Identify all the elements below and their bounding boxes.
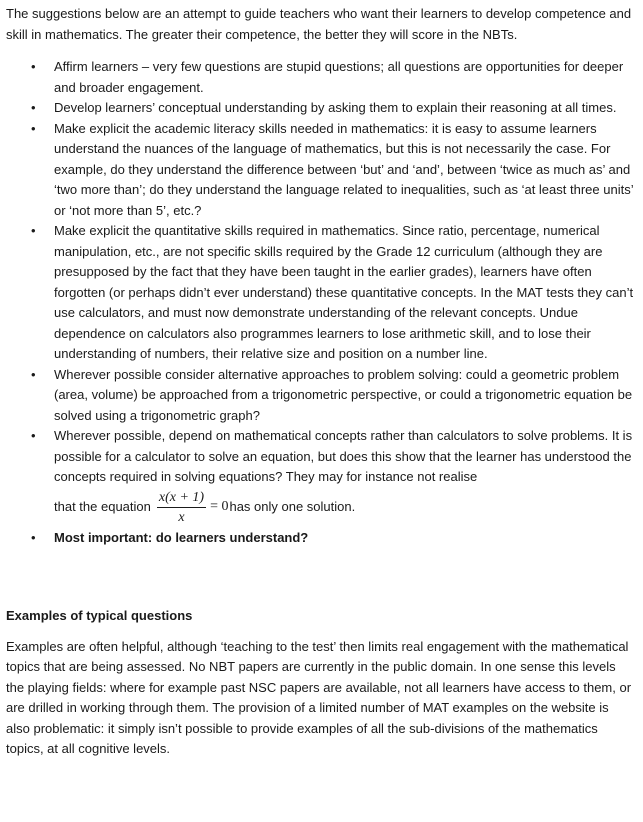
list-item-text: Make explicit the academic literacy skills needed in mathematics: it is easy to assume learners understand the nuances of the language of mathematics, but this is not necessarily the case. For example, do they understand the difference between ‘but’ and ‘and’, between ‘twice as much as’ and ‘two more than’; do they understand the language related to inequalities, such as ‘at least three units’ or ‘not more than 5’, etc.? (54, 120, 634, 218)
list-item-text: Make explicit the quantitative skills required in mathematics. Since ratio, percentage, numerical manipulation, etc., are not specific skills required by the Grade 12 curriculum (although they are presupposed by the fact that they have been taught in the earlier grades), learners have often forgotten (or perhaps didn’t ever understand) these quantitative concepts. In the MAT tests they can’t use calculators, and must now demonstrate understanding of the relevant concepts. Undue dependence on calculators also programmes learners to lose arithmetic skill, and to lose their understanding of numbers, their relative size and position on a number line. (54, 223, 634, 361)
list-item-text: Most important: do learners understand? (54, 529, 309, 545)
list-item (6, 98, 634, 119)
list-item (6, 57, 634, 98)
bullet-icon: • (31, 59, 36, 74)
fraction-numerator: x(x + 1) (157, 490, 206, 508)
equation-equals: = 0 (210, 499, 229, 515)
equation-prefix: that the equation (54, 499, 151, 515)
bullet-icon: • (31, 529, 36, 545)
intro-paragraph: The suggestions below are an attempt to guide teachers who want their learners to develop competence and skill in mathematics. The greater their competence, the better they will score in the NBTs. (6, 6, 632, 42)
list-item-text: Develop learners’ conceptual understanding by asking them to explain their reasoning at all times. (54, 100, 617, 115)
bullet-icon: • (31, 428, 36, 443)
list-item-text: Affirm learners – very few questions are stupid questions; all questions are opportunities for deeper and broader engagement. (54, 59, 624, 95)
list-item (6, 528, 634, 549)
fraction-denominator: x (178, 509, 185, 525)
bullet-icon: • (31, 223, 36, 238)
equation-line (54, 488, 634, 528)
list-item (6, 426, 634, 528)
list-item-text: Wherever possible consider alternative approaches to problem solving: could a geometric problem (area, volume) be approached from a trigonometric perspective, or could a trigonometric equation be solved using a trigonometric graph? (54, 366, 633, 423)
suggestion-list (6, 57, 634, 548)
equation-suffix: has only one solution. (229, 499, 356, 515)
list-item (6, 119, 634, 222)
list-item-text: Wherever possible, depend on mathematical concepts rather than calculators to solve problems. It is possible for a calculator to solve an equation, but does this show that the learner has understood the concepts required in solving equations? They may for instance not realise (54, 428, 633, 484)
section-heading: Examples of typical questions (6, 608, 193, 623)
list-item (6, 221, 634, 365)
document-page (6, 4, 634, 760)
examples-paragraph: Examples are often helpful, although ‘teaching to the test’ then limits real engagement with the mathematical topics that are being assessed. No NBT papers are currently in the public domain. In one sense this levels the playing fields: where for example past NSC papers are available, not all learners have access to them, or are drilled in working through them. The provision of a limited number of MAT examples on the website is also problematic: it simply isn’t possible to provide examples of all the sub-divisions of the mathematics topics, at all cognitive levels. (6, 638, 632, 756)
bullet-icon: • (31, 100, 36, 115)
equation-fraction (157, 490, 206, 526)
bullet-icon: • (31, 120, 36, 136)
bullet-icon: • (31, 366, 36, 382)
list-item (6, 365, 634, 427)
